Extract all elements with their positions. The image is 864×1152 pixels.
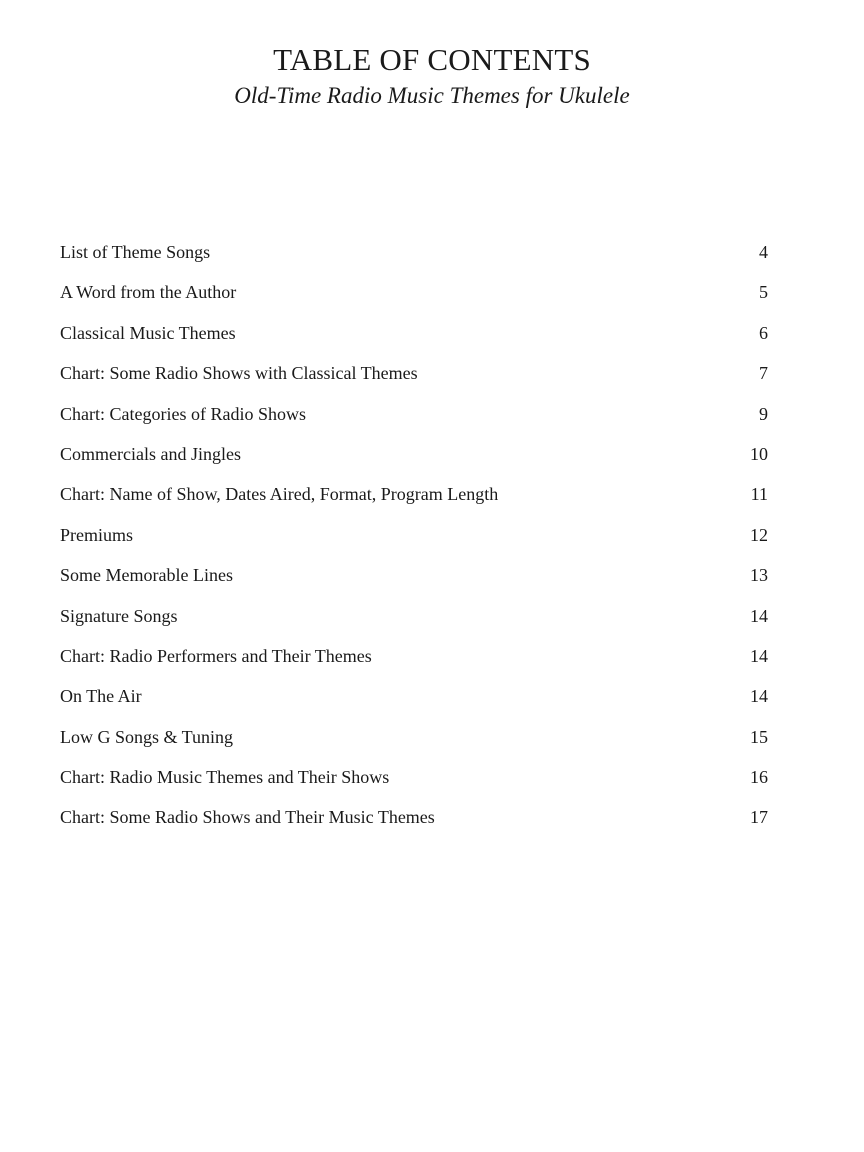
toc-page-number: 11 (750, 484, 768, 505)
toc-entry[interactable] (60, 563, 768, 603)
toc-page-number: 7 (759, 363, 768, 384)
toc-page-number: 14 (750, 645, 768, 666)
toc-entry[interactable] (60, 361, 768, 401)
toc-page-number: 5 (759, 282, 768, 303)
toc-entry[interactable] (60, 442, 768, 482)
toc-page-number: 15 (750, 726, 768, 747)
toc-entry-title: Commercials and Jingles (60, 443, 241, 464)
toc-page-number: 16 (750, 767, 768, 788)
toc-page-number: 14 (750, 605, 768, 626)
toc-entry-title: Some Memorable Lines (60, 565, 233, 586)
toc-page-number: 12 (750, 524, 768, 545)
toc-entry[interactable] (60, 684, 768, 724)
toc-entry-title: Chart: Radio Music Themes and Their Shows (60, 767, 390, 788)
toc-entry-title: Low G Songs & Tuning (60, 726, 234, 747)
toc-entry-title: A Word from the Author (60, 282, 237, 303)
table-of-contents (60, 240, 768, 846)
toc-entry-title: Chart: Name of Show, Dates Aired, Format, Program Length (60, 484, 499, 505)
toc-entry-title: Chart: Some Radio Shows and Their Music Themes (60, 807, 435, 828)
toc-entry[interactable] (60, 240, 768, 280)
toc-page-number: 10 (750, 443, 768, 464)
toc-entry[interactable] (60, 321, 768, 361)
toc-page-number: 17 (750, 807, 768, 828)
page-subtitle: Old-Time Radio Music Themes for Ukulele (234, 83, 630, 108)
toc-entry-title: Chart: Categories of Radio Shows (60, 403, 306, 424)
toc-entry[interactable] (60, 805, 768, 845)
toc-entry-title: Chart: Radio Performers and Their Themes (60, 645, 372, 666)
toc-entry-title: Signature Songs (60, 605, 178, 626)
toc-entry-title: On The Air (60, 686, 142, 707)
toc-page-number: 9 (759, 403, 768, 424)
toc-page-number: 6 (759, 322, 768, 343)
toc-entry[interactable] (60, 523, 768, 563)
toc-entry[interactable] (60, 482, 768, 522)
toc-entry-title: Chart: Some Radio Shows with Classical Themes (60, 363, 418, 384)
toc-page-number: 4 (759, 242, 768, 262)
toc-entry-title: List of Theme Songs (60, 242, 211, 262)
toc-page-number: 13 (750, 565, 768, 586)
toc-entry-title: Premiums (60, 524, 134, 545)
page-title: TABLE OF CONTENTS (273, 42, 591, 77)
toc-entry-title: Classical Music Themes (60, 322, 236, 343)
toc-entry[interactable] (60, 280, 768, 320)
toc-page-number: 14 (750, 686, 768, 707)
toc-entry[interactable] (60, 644, 768, 684)
toc-entry[interactable] (60, 604, 768, 644)
toc-entry[interactable] (60, 725, 768, 765)
toc-entry[interactable] (60, 765, 768, 805)
toc-entry[interactable] (60, 402, 768, 442)
